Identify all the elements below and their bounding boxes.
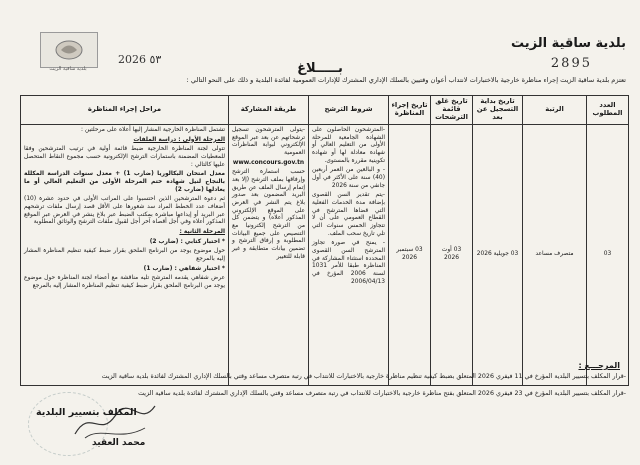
reference-line-2: -قرار المكلف بتسيير البلدية المؤرخ في 23 فيفري 2026 المتعلق بفتح مناظرة خارجية بالاختبارات للانتداب في رتبة متصرف مساعد وقتي بالسلك الإداري المشترك لفائدة بلدية ساقية الزيت [138,390,626,397]
condition-item: -المترشحون الحاصلون على الشهادة الجامعية للمرحلة الأولى من التعليم العالي أو شهادة معادلة لها أو شهادة تكوينية مقررة بالمستوى. [312,127,385,164]
phase1-title: المرحلة الأولى : دراسة الملفات [133,136,225,143]
phase1-followup: ثم دعوة المترشحين الذين احتسبوا على المراتب الأولى في حدود عشرة (10) أضعاف عدد الخطط المراد سد شغورها على الأقل قصد إرسال ملفات ترشحهم عبر البريد أو إيداعها مباشرة بمكتب الضبط عبر بلاغ ينشر في الغرض عبر الموقع المذكور أعلاه وفي أجل أقصاه آخر أجل لقبول ملفات الترشح والوثائق المطلوبة [24,196,225,226]
registration-number: 2895 [550,56,592,71]
header-rank: الرتبة [523,96,587,125]
cell-reg-open: 03 جويلية 2026 [473,125,523,386]
condition-item: - يمنح في صورة تجاوز المترشح السن القصوى المحددة استثناء المشاركة في المناظرة طبقا للأمر 1031 لسنة 2006 المؤرخ في 2006/04/13 [312,240,386,285]
table-row [21,125,629,386]
stamp-number: 2026 ٥٣ [118,53,162,66]
participation-item: -يتولى المترشحون تسجيل ترشحاتهم عن بعد عبر الموقع الإلكتروني لبوابة المناظرات العمومية [232,127,305,157]
oral-exam-title: * اختبار شفاهي : (ضارب 1) [143,265,225,272]
condition-item: -يتم تقدير السن القصوى بإضافة مدة الخدمات الفعلية التي قضاها المترشح في القطاع العمومي على أن لا تتجاوز الخمس سنوات التي تلي تاريخ سحب الملف. [312,192,385,237]
cell-exam-date: 03 سبتمبر 2026 [389,125,431,386]
written-exam-title: * اختبار كتابي : (ضارب 2) [149,238,225,245]
cell-rank: متصرف مساعد [523,125,587,386]
header-exam-date: تاريخ إجراء المناظرة [389,96,431,125]
competition-table [20,95,629,386]
table-header-row [21,96,629,125]
page-title: بـــــلاغ [297,61,343,76]
header-reg-close: تاريخ غلق قائمة الترشحات [431,96,473,125]
cell-participation [229,125,309,386]
cell-required: 03 [587,125,629,386]
logo-caption: بلدية ساقية الزيت [49,66,87,72]
header-procedures: مراحل إجراء المناظرة [21,96,229,125]
portal-link[interactable]: www.concours.gov.tn [232,159,305,166]
phase2-title: المرحلة الثانية : [179,229,225,236]
reference-title: المرجـــع : [578,361,620,370]
phase1-text: تتولى لجنة المناظرة الخارجية ضبط قائمة أولية في ترتيب المترشحين وفقا للمعطيات المضمنة باستمارات الترشح الإلكترونية حسب مجموع النقاط المتحصل عليها كالتالي : [24,146,225,168]
intro-text: تعتزم بلدية ساقية الزيت إجراء مناظرة خارجية بالاختبارات لانتداب أعوان وقتيين بالسلك الإداري المشترك للإدارات العمومية لفائدة البلدية و ذلك على النحو التالي : [186,76,626,84]
condition-item: - و البالغين من العمر أربعين (40) سنة على الأكثر في أول جانفي من سنة 2026 [312,167,385,189]
oral-exam-desc: عرض شفاهي يقدمه المترشح تليه مناقشة مع أعضاء لجنة المناظرة حول موضوع يوجد من البرنامج الملحق بقرار ضبط كيفية تنظيم المناظرة المشار إليه بالمرجع [24,275,225,290]
cell-conditions [309,125,389,386]
header-conditions: شروط الترشح [309,96,389,125]
written-exam-desc: حول موضوع يوجد من البرنامج الملحق بقرار ضبط كيفية تنظيم المناظرة المشار إليه بالمرجع [24,248,225,263]
procedure-intro: تشتمل المناظرة الخارجية المشار إليها أعلاه على مرحلتين : [80,127,225,133]
cell-procedures [21,125,229,386]
signatory-title: المكلف بتسيير البلدية [36,407,137,418]
participation-item: حسب استمارة الترشح وإرفاقها بملف الترشح (إلا بعد إتمام إرسال الملف عن طريق البريد المضمون بعد صدور بلاغ يتم النشر في الغرض على الموقع الإلكتروني المذكور أعلاه) و يتضمن كل من الترشح إلكترونيا مع التنصيص على جميع البيانات المطلوبة و إرفاق الترشح و تضمين بيانات متطابقة و غير قابلة للتغيير [232,169,305,260]
header-required: العدد المطلوب [587,96,629,125]
cell-reg-close: 03 أوت 2026 [431,125,473,386]
signatory-name: محمد العقيد [92,438,146,448]
municipality-name: بلدية ساقية الزيت [511,36,626,51]
reference-line-1: -قرار المكلف بتسيير البلدية المؤرخ في 11 فيفري 2026 المتعلق بضبط كيفية تنظيم مناظرة خارجية بالاختبارات للانتداب في رتبة متصرف مساعد وقتي بالسلك الإداري المشترك لفائدة بلدية ساقية الزيت [101,373,626,380]
header-reg-open: تاريخ بداية التسجيل عن بعد [473,96,523,125]
score-formula: معدل امتحان البكالوريا (ضارب 1) + معدل سنوات الدراسة المكللة بالنجاح لنيل شهادة ختم المرحلة الأولى من التعليم العالي أو ما يعادلها (ضارب 2) [24,171,225,193]
header-participation: طريقة المشاركة [229,96,309,125]
